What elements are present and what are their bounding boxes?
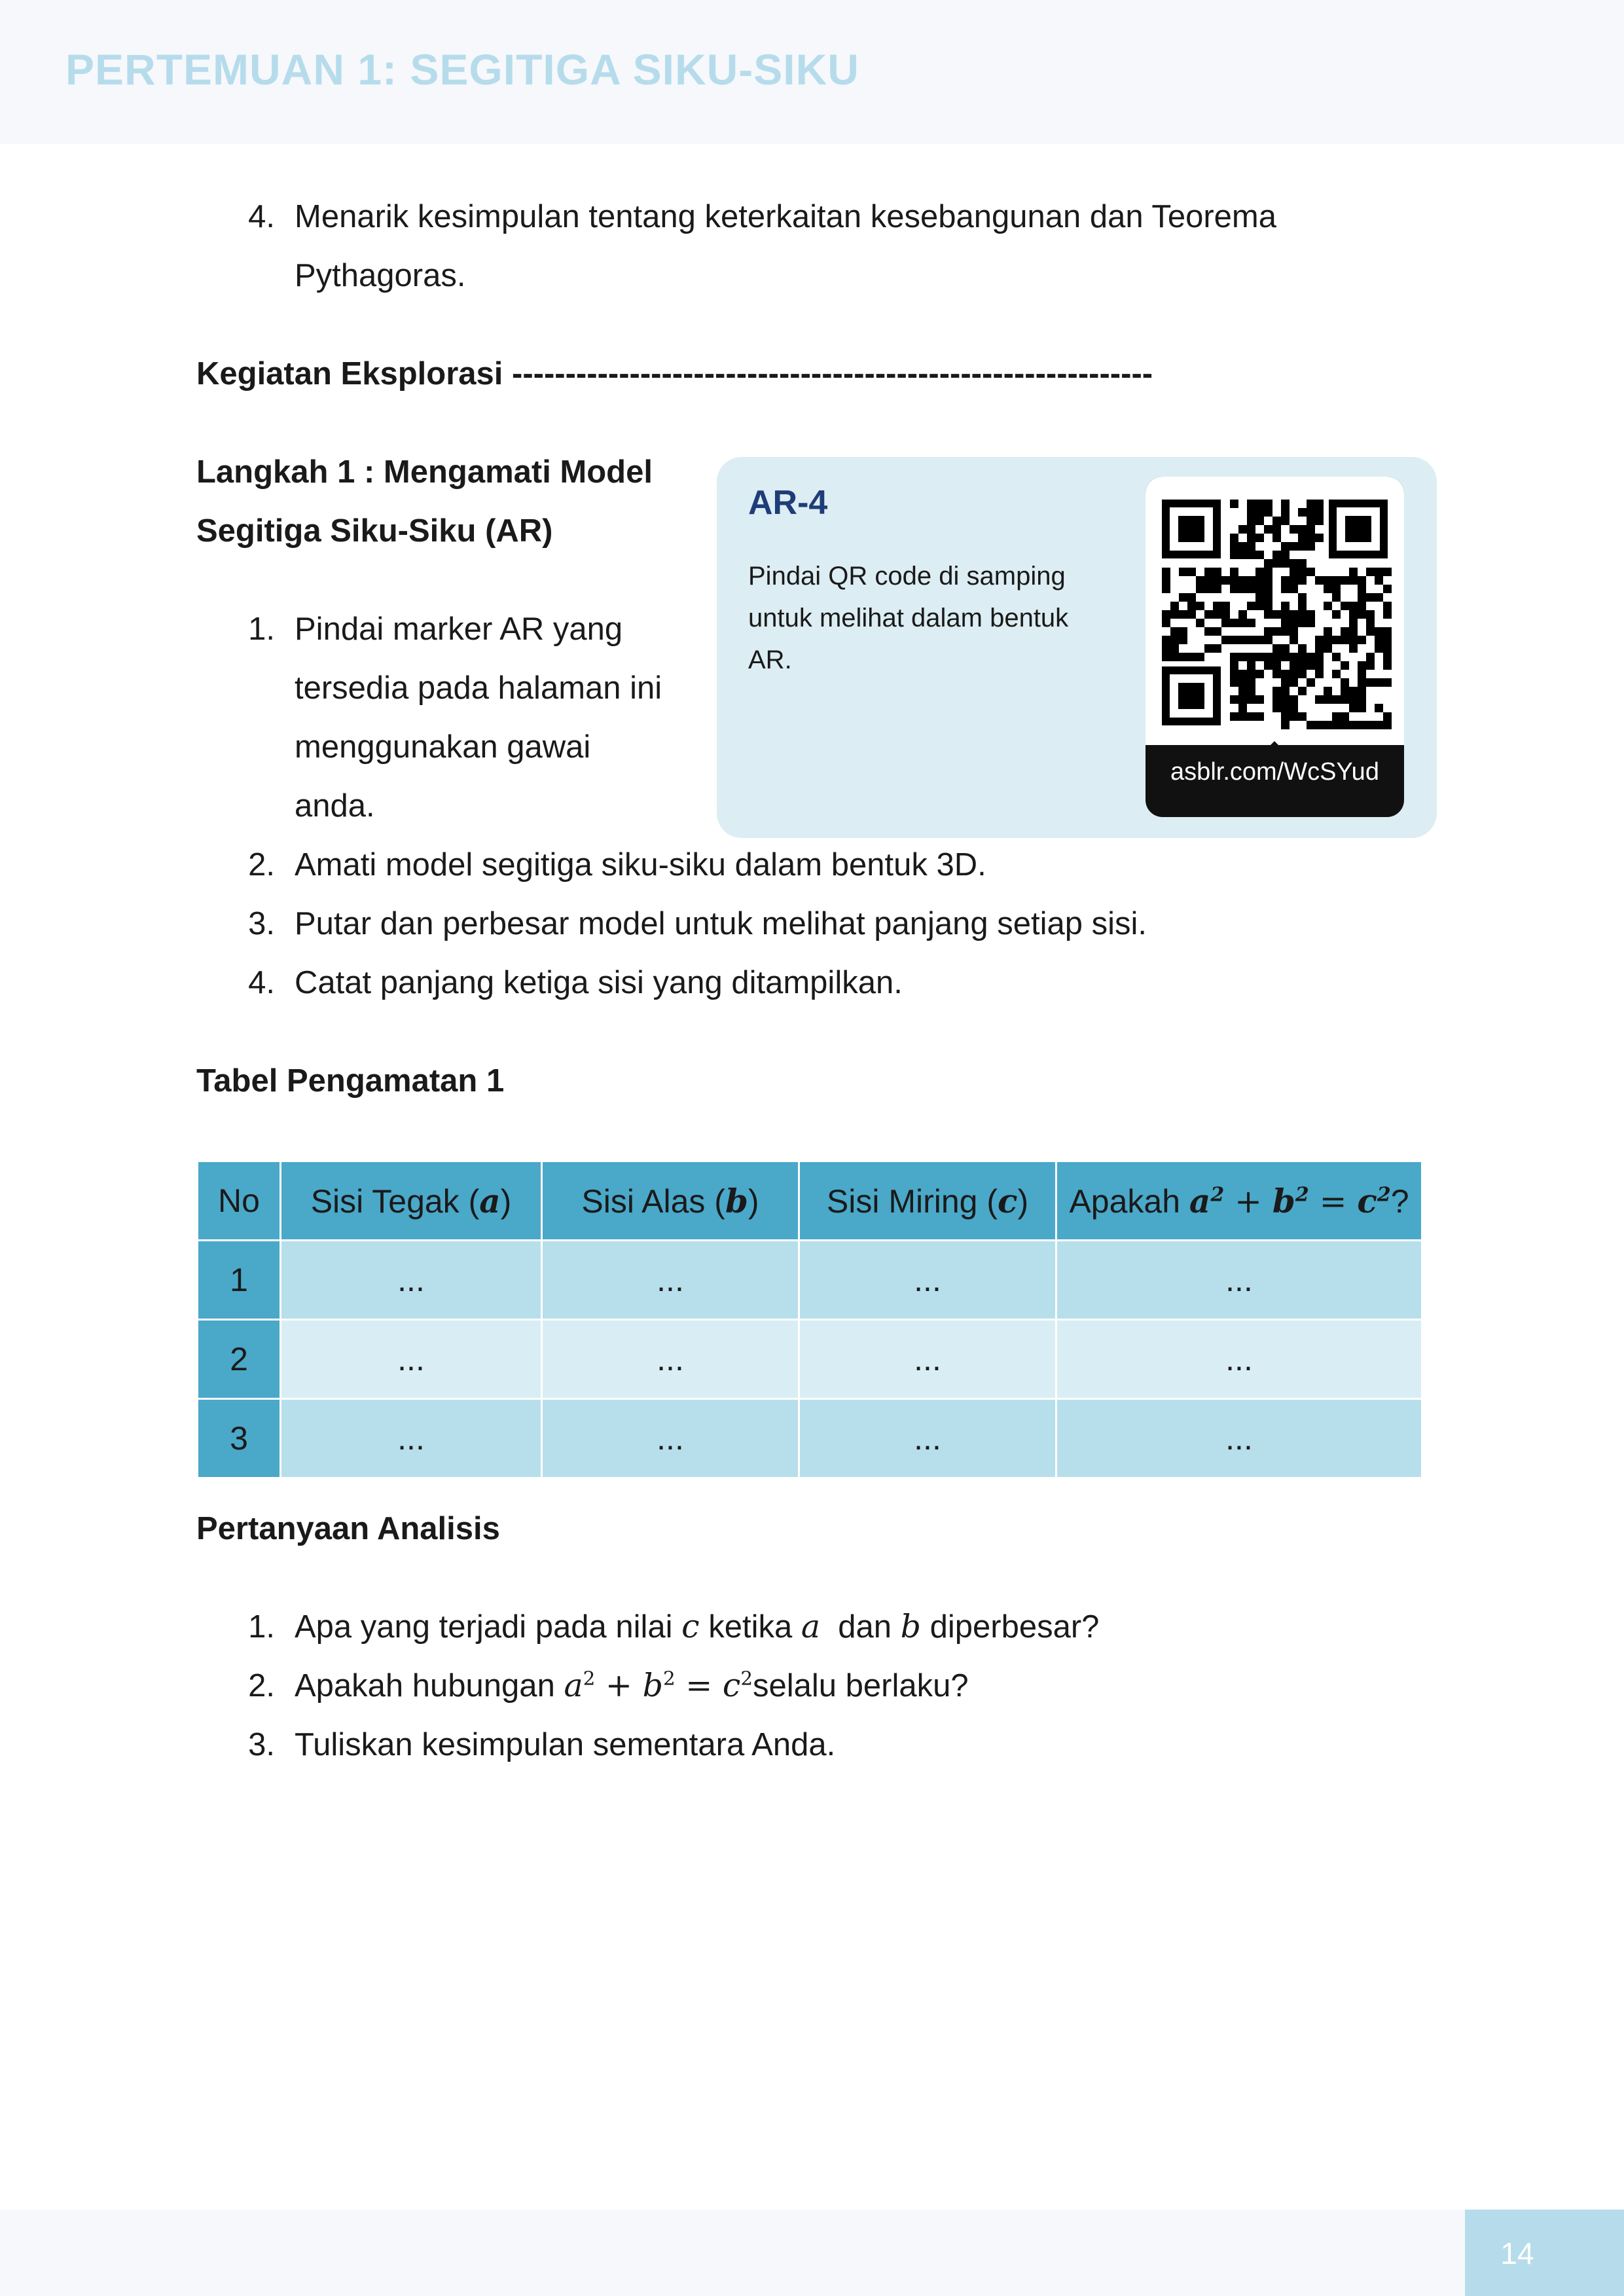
list-item-text: tersedia pada halaman ini <box>295 670 662 706</box>
table-header-row <box>198 1161 1422 1241</box>
table-cell[interactable]: ... <box>1056 1399 1422 1478</box>
step1-heading-line1: Langkah 1 : Mengamati Model <box>196 454 653 490</box>
column-header-no: No <box>198 1161 281 1241</box>
table-cell[interactable]: ... <box>1056 1320 1422 1399</box>
ar-card-title: AR-4 <box>748 484 828 522</box>
qr-code-icon[interactable] <box>1146 477 1404 745</box>
list-item-number: 1. <box>248 611 275 647</box>
table-cell[interactable]: ... <box>799 1399 1056 1478</box>
objective-text-line1: Menarik kesimpulan tentang keterkaitan kesebangunan dan Teorema <box>295 199 1277 234</box>
list-item-number: 2. <box>248 847 275 883</box>
header-band <box>0 0 1624 144</box>
column-header-side-a: Sisi Tegak (a) <box>281 1161 542 1241</box>
question-text: Apa yang terjadi pada nilai c ketika a dan b diperbesar? <box>295 1608 1100 1645</box>
ar-card <box>717 457 1437 838</box>
list-item-text: Amati model segitiga siku-siku dalam bentuk 3D. <box>295 847 986 883</box>
column-header-pythagoras-check: Apakah $a^2 + b^2 = c^2$? <box>1056 1161 1422 1241</box>
row-number: 1 <box>198 1241 281 1320</box>
step1-heading-line2: Segitiga Siku-Siku (AR) <box>196 513 553 549</box>
question-number: 2. <box>248 1668 275 1704</box>
table-title: Tabel Pengamatan 1 <box>196 1063 505 1099</box>
list-item-number: 3. <box>248 906 275 941</box>
table-cell[interactable]: ... <box>281 1320 542 1399</box>
table-cell[interactable]: ... <box>799 1241 1056 1320</box>
column-header-side-c: Sisi Miring (c) <box>799 1161 1056 1241</box>
table-cell[interactable]: ... <box>542 1399 799 1478</box>
table-cell[interactable]: ... <box>281 1399 542 1478</box>
ar-link[interactable]: asblr.com/WcSYud <box>1170 758 1379 786</box>
list-item-text: Putar dan perbesar model untuk melihat panjang setiap sisi. <box>295 906 1147 941</box>
objective-number: 4. <box>248 199 275 234</box>
list-item-text: Pindai marker AR yang <box>295 611 623 647</box>
row-number: 2 <box>198 1320 281 1399</box>
list-item-text: menggunakan gawai <box>295 729 591 765</box>
exploration-heading-text: Kegiatan Eksplorasi <box>196 356 503 392</box>
list-item-text: Catat panjang ketiga sisi yang ditampilkan. <box>295 965 903 1000</box>
question-number: 3. <box>248 1727 275 1762</box>
question-text: Apakah hubungan $a^2 + b^2$ = $c^2selalu$ berlaku? <box>295 1667 969 1704</box>
question-text: Tuliskan kesimpulan sementara Anda. <box>295 1727 836 1762</box>
row-number: 3 <box>198 1399 281 1478</box>
objective-text-line2: Pythagoras. <box>295 258 466 293</box>
table-cell[interactable]: ... <box>542 1241 799 1320</box>
table-row <box>198 1241 1422 1320</box>
observation-table <box>196 1160 1423 1479</box>
table-row <box>198 1399 1422 1478</box>
table-cell[interactable]: ... <box>799 1320 1056 1399</box>
footer-band <box>0 2210 1624 2296</box>
table-cell[interactable]: ... <box>1056 1241 1422 1320</box>
exploration-dashes: ------------------------------------------------------------ <box>512 356 1153 392</box>
column-header-side-b: Sisi Alas (b) <box>542 1161 799 1241</box>
question-number: 1. <box>248 1609 275 1645</box>
table-cell[interactable]: ... <box>542 1320 799 1399</box>
page-number-box <box>1465 2210 1624 2296</box>
qr-card[interactable] <box>1146 477 1404 817</box>
analysis-heading: Pertanyaan Analisis <box>196 1511 500 1546</box>
qr-card-notch <box>1260 741 1289 756</box>
list-item-text: anda. <box>295 788 375 824</box>
page-number: 14 <box>1500 2236 1534 2270</box>
list-item-number: 4. <box>248 965 275 1000</box>
exploration-heading <box>196 344 1153 403</box>
chapter-title: PERTEMUAN 1: SEGITIGA SIKU-SIKU <box>65 45 859 94</box>
ar-card-description: Pindai QR code di samping untuk melihat dalam bentuk AR. <box>748 562 1069 674</box>
table-row <box>198 1320 1422 1399</box>
table-cell[interactable]: ... <box>281 1241 542 1320</box>
